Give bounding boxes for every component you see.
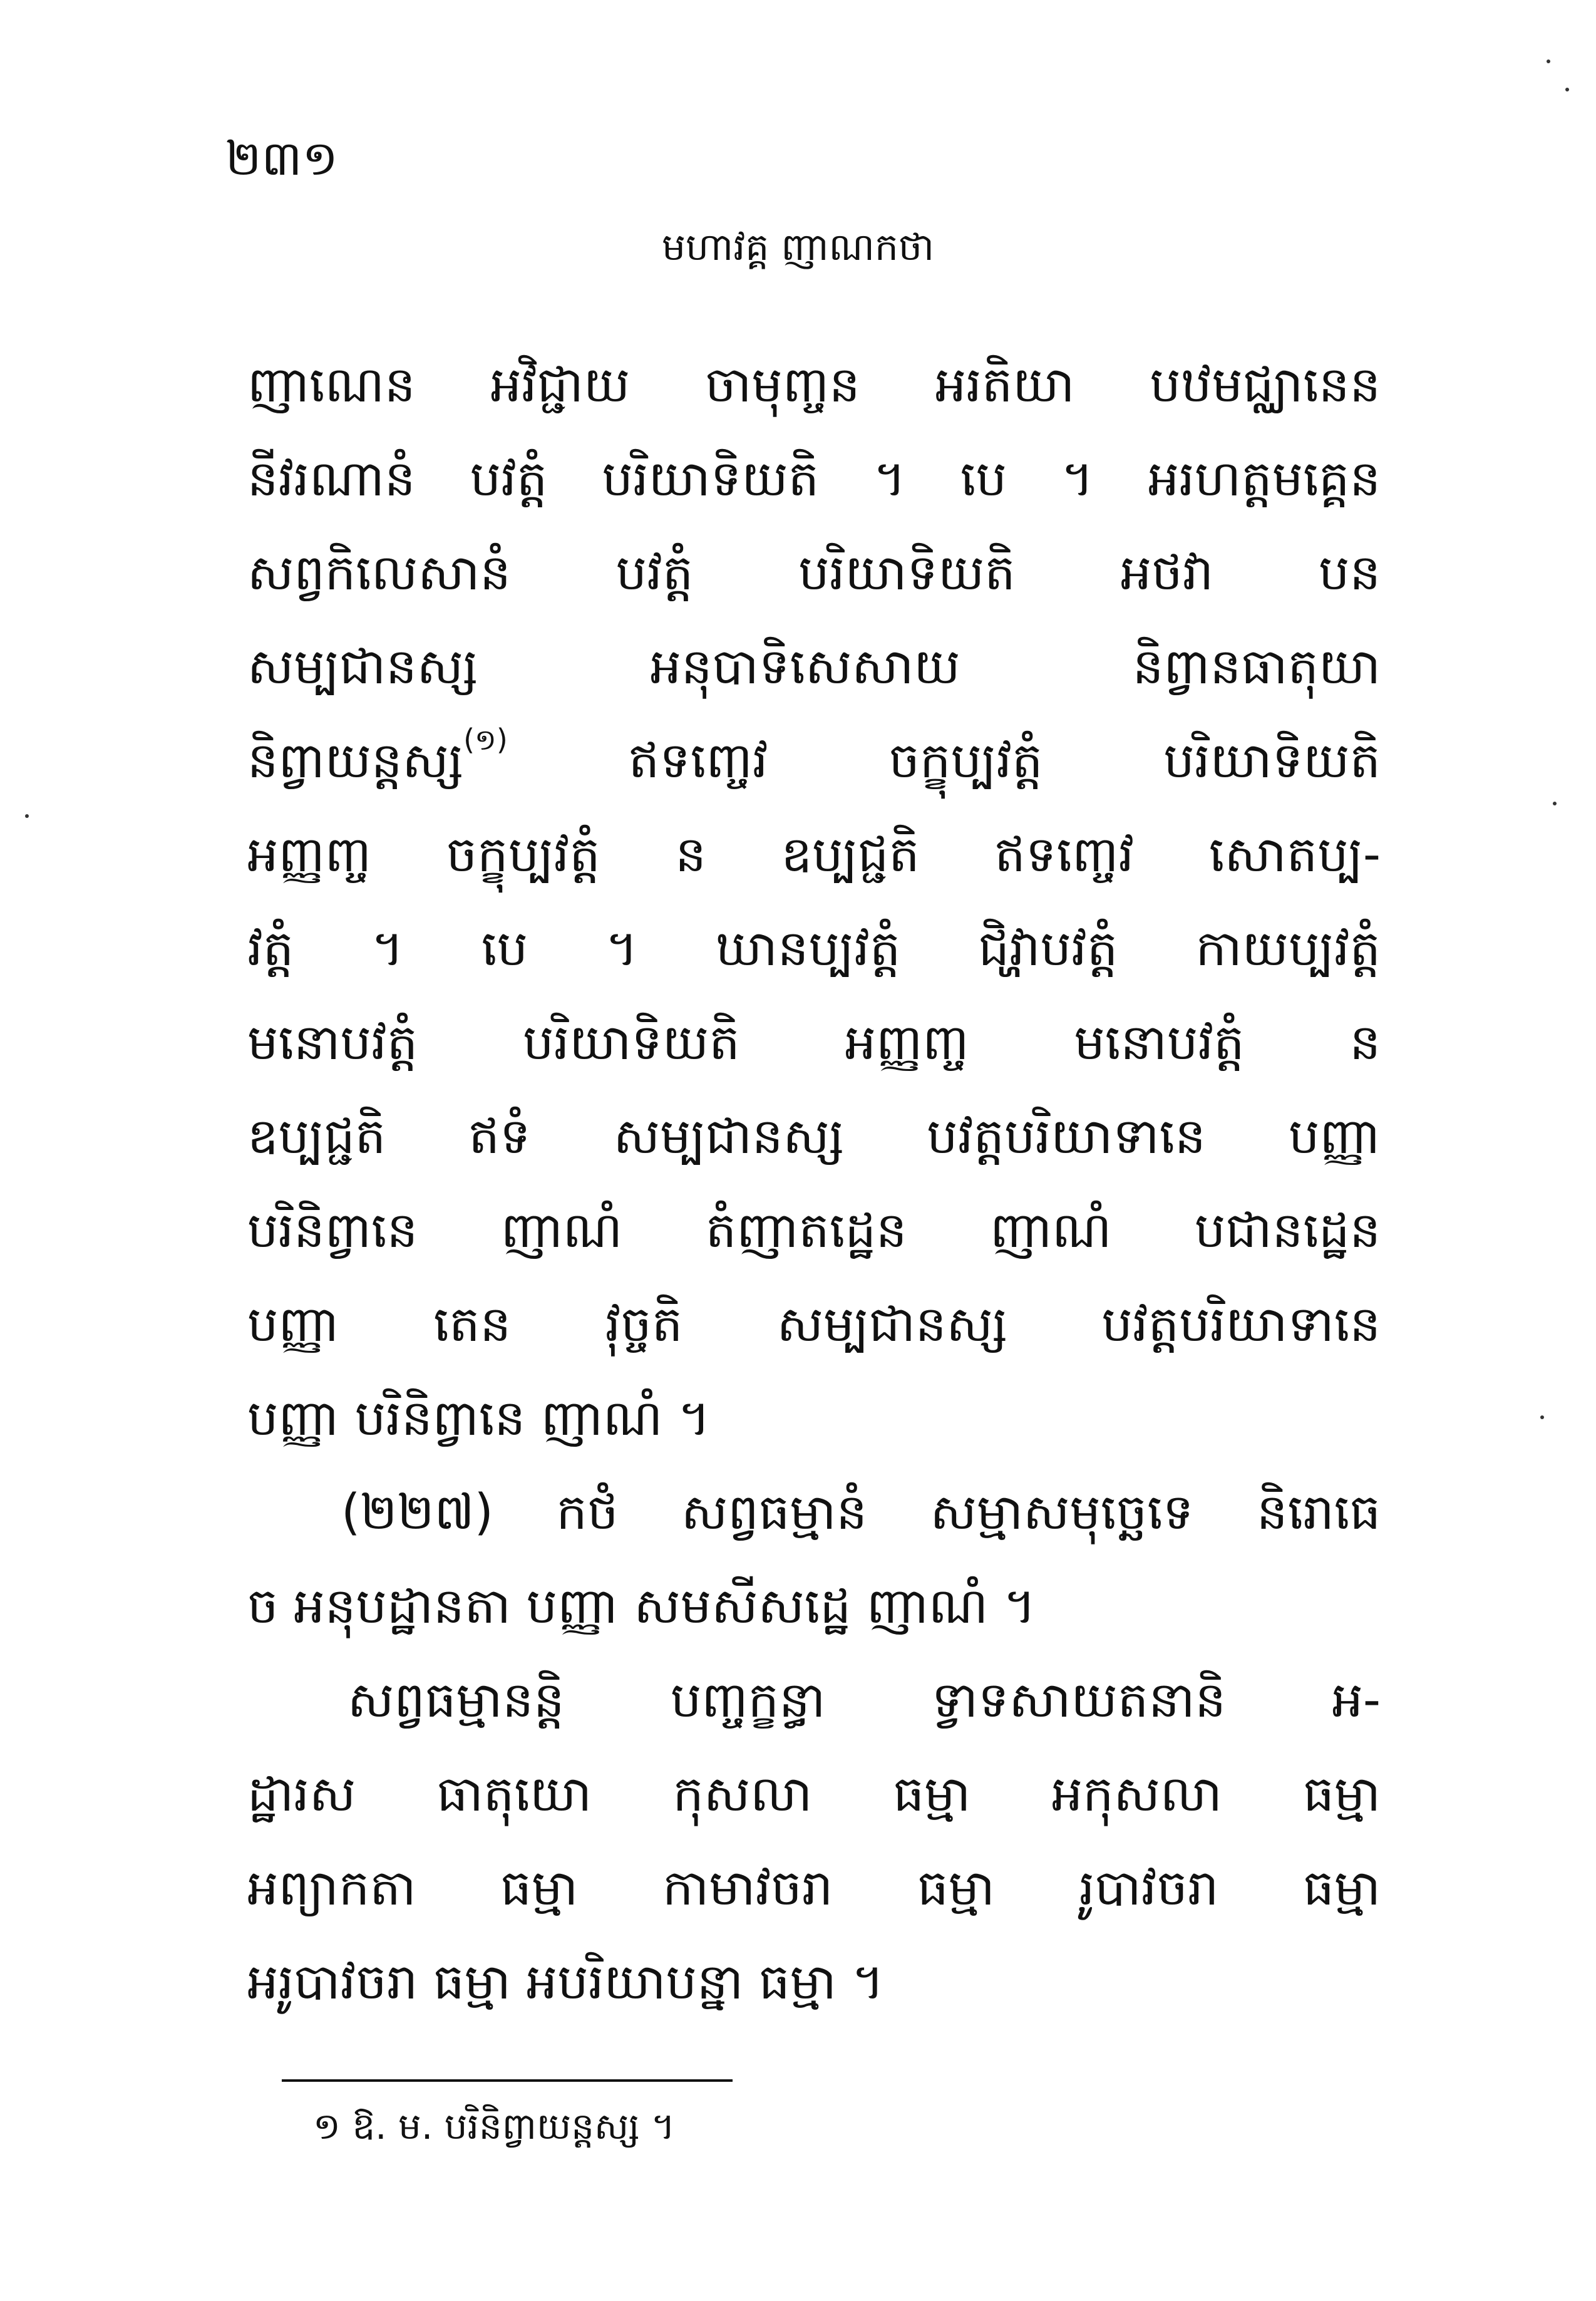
text-line: អរូបាវចរា ធម្មា អបរិយាបន្នា ធម្មា ។ — [247, 1954, 885, 2010]
text-line: សម្បជានស្ស អនុបាទិសេសាយ និព្វានធាតុយា — [247, 639, 1381, 695]
scan-speck — [25, 814, 29, 818]
footnote-divider — [282, 2079, 733, 2082]
text-line: មនោបវត្តំ បរិយាទិយតិ អញ្ញញ្ច មនោបវត្តំ ន — [247, 1015, 1381, 1071]
body-text — [247, 338, 1381, 2029]
scan-speck — [1540, 1415, 1544, 1419]
page-number: ២៣១ — [225, 130, 338, 186]
text-segment: ឥទញ្ចេវ ចក្ខុប្បវត្តំ បរិយាទិយតិ — [628, 733, 1381, 789]
text-line: អញ្ញញ្ច ចក្ខុប្បវត្តំ ន ឧប្បជ្ជតិ ឥទញ្ចេវ សោតប្ប- — [247, 827, 1381, 883]
text-line: ឧប្បជ្ជតិ ឥទំ សម្បជានស្ស បវត្តបរិយាទានេ បញ្ញា — [247, 1109, 1381, 1165]
scan-speck — [1553, 802, 1557, 805]
running-header: មហាវគ្គ ញាណកថា — [661, 225, 935, 269]
text-line: ច អនុបដ្ឋានតា បញ្ញា សមសីសដ្ឋេ ញាណំ ។ — [247, 1578, 1036, 1635]
text-line — [247, 714, 1381, 808]
text-line: វត្តំ ។ បេ ។ ឃានប្បវត្តំ ជិវ្ហាបវត្តំ កាយប្បវត្តំ — [247, 921, 1381, 977]
text-line: បញ្ញា បរិនិព្វានេ ញាណំ ។ — [247, 1390, 711, 1447]
paragraph-start-line: សព្វធម្មានន្តិ បញ្ចក្ខន្ធា ទ្វាទសាយតនានិ អ- — [348, 1672, 1381, 1729]
text-line: បរិនិព្វានេ ញាណំ តំញាតដ្ឋេន ញាណំ បជានដ្ឋេន — [247, 1202, 1381, 1259]
text-segment: និព្វាយន្តស្ស — [247, 733, 464, 789]
scan-speck — [1547, 59, 1550, 63]
text-line: អព្យាកតា ធម្មា កាមាវចរា ធម្មា រូបាវចរា ធម្មា — [247, 1860, 1381, 1916]
text-line: ដ្ឋារស ធាតុយោ កុសលា ធម្មា អកុសលា ធម្មា — [247, 1766, 1381, 1823]
text-line: ញាណេន អវិជ្ជាយ ចាមុញ្ចន អរតិយា បឋមជ្ឈានេន — [247, 357, 1381, 413]
footnote: ១ ឱ. ម. បរិនិព្វាយន្តស្ស ។ — [313, 2105, 676, 2148]
text-line: នីវរណានំ បវត្តំ បរិយាទិយតិ ។ បេ ។ អរហត្តមគ្គេន — [247, 451, 1381, 507]
text-line: សព្វកិលេសានំ បវត្តំ បរិយាទិយតិ អថវា បន — [247, 545, 1381, 601]
scan-speck — [1565, 88, 1569, 91]
paragraph-start-line: (២២៧) កថំ សព្វធម្មានំ សម្មាសមុច្ឆេទេ និរោធេ — [341, 1484, 1381, 1541]
footnote-marker: (១) — [463, 723, 508, 757]
text-line: បញ្ញា តេន វុច្ចតិ សម្បជានស្ស បវត្តបរិយាទានេ — [247, 1296, 1381, 1353]
